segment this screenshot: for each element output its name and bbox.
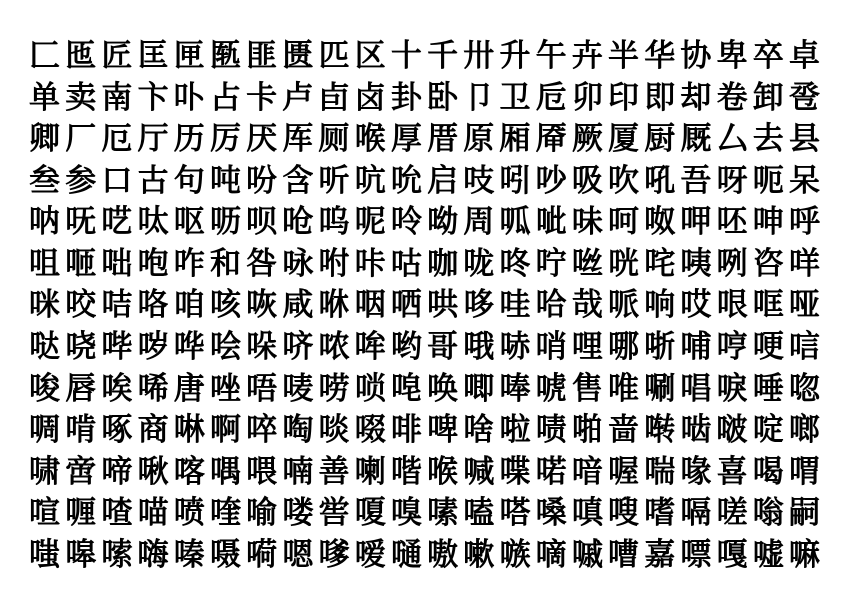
- glyph: 哏: [716, 287, 748, 323]
- glyph: 哙: [209, 329, 241, 365]
- glyph: 吱: [463, 162, 495, 198]
- glyph: 喳: [101, 495, 133, 531]
- glyph: 唤: [427, 370, 459, 406]
- glyph: 匹: [318, 38, 350, 73]
- glyph: 吮: [390, 162, 422, 198]
- glyph: 咧: [716, 245, 748, 281]
- glyph: 啁: [29, 412, 60, 448]
- glyph: 嘈: [608, 536, 639, 572]
- glyph: 嗜: [644, 495, 676, 531]
- glyph: 啊: [209, 412, 241, 448]
- glyph: 嗅: [390, 495, 422, 531]
- glyph: 嗝: [680, 495, 712, 531]
- glyph: 哇: [499, 287, 531, 323]
- glyph-row-4: [28, 162, 821, 198]
- glyph: 嗦: [101, 536, 133, 572]
- glyph: 嗥: [65, 536, 97, 572]
- glyph: 哨: [535, 329, 567, 365]
- glyph: 厶: [716, 121, 748, 157]
- glyph: 唿: [788, 370, 820, 406]
- glyph: 啧: [535, 412, 567, 448]
- glyph: 嗣: [788, 495, 820, 531]
- glyph: 喃: [282, 453, 314, 489]
- glyph: 唇: [65, 370, 97, 406]
- glyph: 嗉: [427, 495, 459, 531]
- glyph: 唳: [716, 370, 748, 406]
- glyph: 咩: [788, 245, 820, 281]
- glyph: 咦: [680, 245, 712, 281]
- glyph: 啜: [354, 412, 386, 448]
- glyph: 呗: [246, 204, 278, 240]
- glyph: 卖: [65, 79, 97, 115]
- glyph: 周: [463, 204, 495, 240]
- glyph: 协: [680, 38, 712, 73]
- glyph: 嗨: [137, 536, 169, 572]
- glyph: 哓: [65, 329, 97, 365]
- glyph: 唱: [680, 370, 712, 406]
- glyph: 嗫: [209, 536, 241, 572]
- glyph: 厚: [390, 121, 422, 157]
- glyph: 哞: [354, 329, 386, 365]
- glyph-row-12: [28, 495, 821, 531]
- glyph: 历: [173, 121, 205, 157]
- glyph: 啥: [463, 412, 495, 448]
- glyph: 嗾: [499, 536, 531, 572]
- glyph: 厦: [608, 121, 639, 157]
- glyph: 喷: [173, 495, 205, 531]
- glyph: 卸: [752, 79, 784, 115]
- glyph: 呱: [499, 204, 531, 240]
- glyph-row-11: [28, 453, 821, 489]
- glyph: 即: [644, 79, 676, 115]
- glyph: 咭: [101, 287, 133, 323]
- glyph: 喊: [463, 453, 495, 489]
- glyph: 哔: [101, 329, 133, 365]
- glyph: 卉: [571, 38, 603, 73]
- glyph: 厅: [137, 121, 169, 157]
- glyph: 哕: [137, 329, 169, 365]
- glyph: 唬: [535, 370, 567, 406]
- glyph: 啭: [644, 412, 676, 448]
- glyph: 哩: [571, 329, 603, 365]
- glyph: 啷: [788, 412, 820, 448]
- glyph: 呔: [137, 204, 169, 240]
- glyph: 卫: [499, 79, 531, 115]
- glyph: 叁: [29, 162, 60, 198]
- glyph: 啻: [65, 453, 97, 489]
- glyph: 嗬: [246, 536, 278, 572]
- glyph: 喹: [209, 495, 241, 531]
- glyph: 喉: [427, 453, 459, 489]
- glyph: 咂: [65, 245, 97, 281]
- glyph: 唾: [752, 370, 784, 406]
- glyph: 呤: [390, 204, 422, 240]
- glyph: 嗑: [463, 495, 495, 531]
- glyph: 哝: [318, 329, 350, 365]
- glyph: 嗓: [535, 495, 567, 531]
- glyph: 唯: [608, 370, 639, 406]
- glyph: 哌: [608, 287, 639, 323]
- glyph: 十: [390, 38, 422, 73]
- glyph: 咆: [137, 245, 169, 281]
- glyph: 哟: [390, 329, 422, 365]
- glyph: 啃: [65, 412, 97, 448]
- glyph: 厄: [101, 121, 133, 157]
- glyph: 句: [173, 162, 205, 198]
- glyph: 哈: [535, 287, 567, 323]
- glyph: 口: [101, 162, 133, 198]
- glyph: 厝: [427, 121, 459, 157]
- glyph: 喉: [354, 121, 386, 157]
- glyph: 哆: [463, 287, 495, 323]
- glyph: 哒: [29, 329, 60, 365]
- glyph: 卷: [716, 79, 748, 115]
- glyph: 匮: [282, 38, 314, 73]
- glyph: 吭: [354, 162, 386, 198]
- glyph: 听: [318, 162, 350, 198]
- glyph: 咻: [318, 287, 350, 323]
- glyph: 厥: [571, 121, 603, 157]
- glyph: 呖: [209, 204, 241, 240]
- glyph: 呢: [354, 204, 386, 240]
- glyph: 喻: [246, 495, 278, 531]
- glyph: 南: [101, 79, 133, 115]
- glyph: 县: [788, 121, 820, 157]
- glyph: 吹: [608, 162, 639, 198]
- glyph: 喜: [716, 453, 748, 489]
- glyph-row-10: [28, 412, 821, 448]
- glyph: 嘘: [752, 536, 784, 572]
- glyph: 匣: [173, 38, 205, 73]
- glyph: 呜: [318, 204, 350, 240]
- glyph: 哚: [246, 329, 278, 365]
- glyph: 吸: [571, 162, 603, 198]
- glyph: 咎: [246, 245, 278, 281]
- glyph: 卅: [463, 38, 495, 73]
- glyph: 呷: [680, 204, 712, 240]
- glyph-row-8: [28, 329, 821, 365]
- glyph: 啮: [680, 412, 712, 448]
- glyph: 响: [644, 287, 676, 323]
- glyph: 唑: [209, 370, 241, 406]
- glyph: 卟: [173, 79, 205, 115]
- glyph: 卧: [427, 79, 459, 115]
- glyph: 千: [427, 38, 459, 73]
- glyph: 喏: [535, 453, 567, 489]
- glyph: 哥: [427, 329, 459, 365]
- glyph: 喈: [390, 453, 422, 489]
- glyph: 啼: [101, 453, 133, 489]
- glyph: 嘉: [644, 536, 676, 572]
- glyph: 喙: [680, 453, 712, 489]
- glyph: 啬: [608, 412, 639, 448]
- glyph: 喧: [29, 495, 60, 531]
- glyph: 匚: [29, 38, 60, 73]
- glyph: 嗳: [354, 536, 386, 572]
- glyph: 啡: [390, 412, 422, 448]
- glyph: 吨: [209, 162, 241, 198]
- glyph: 呐: [29, 204, 60, 240]
- glyph: 嗵: [390, 536, 422, 572]
- glyph: 啉: [173, 412, 205, 448]
- glyph: 喋: [499, 453, 531, 489]
- glyph: 哄: [427, 287, 459, 323]
- glyph: 售: [571, 370, 603, 406]
- glyph: 哉: [571, 287, 603, 323]
- glyph: 哧: [499, 329, 531, 365]
- glyph: 启: [427, 162, 459, 198]
- glyph: 喽: [282, 495, 314, 531]
- glyph: 咕: [390, 245, 422, 281]
- glyph: 哗: [173, 329, 205, 365]
- glyph: 啕: [282, 412, 314, 448]
- glyph-row-3: [28, 121, 821, 157]
- glyph: 嘀: [535, 536, 567, 572]
- glyph-row-6: [28, 245, 821, 281]
- glyph: 卿: [29, 121, 60, 157]
- glyph: 卺: [788, 79, 820, 115]
- glyph: 啸: [29, 453, 60, 489]
- glyph: 嘁: [571, 536, 603, 572]
- glyph: 卡: [246, 79, 278, 115]
- glyph: 卤: [354, 79, 386, 115]
- glyph: 却: [680, 79, 712, 115]
- glyph: 嗲: [318, 536, 350, 572]
- glyph: 匠: [101, 38, 133, 73]
- glyph: 唉: [101, 370, 133, 406]
- glyph: 半: [608, 38, 639, 73]
- glyph: 咨: [752, 245, 784, 281]
- glyph: 匜: [65, 38, 97, 73]
- glyph: 哎: [680, 287, 712, 323]
- glyph: 嗤: [29, 536, 60, 572]
- glyph: 喟: [788, 453, 820, 489]
- glyph: 喾: [318, 495, 350, 531]
- glyph: 印: [608, 79, 639, 115]
- glyph: 厣: [535, 121, 567, 157]
- glyph: 咸: [282, 287, 314, 323]
- glyph: 吩: [246, 162, 278, 198]
- glyph: 咱: [173, 287, 205, 323]
- glyph: 嗷: [427, 536, 459, 572]
- glyph: 喂: [246, 453, 278, 489]
- glyph: 哳: [644, 329, 676, 365]
- glyph: 匡: [137, 38, 169, 73]
- glyph: 咪: [29, 287, 60, 323]
- glyph: 哂: [390, 287, 422, 323]
- glyph: 唐: [173, 370, 205, 406]
- glyph: 哺: [680, 329, 712, 365]
- glyph: 古: [137, 162, 169, 198]
- glyph: 卦: [390, 79, 422, 115]
- glyph: 咴: [246, 287, 278, 323]
- glyph: 哜: [282, 329, 314, 365]
- glyph: 啄: [101, 412, 133, 448]
- glyph: 厨: [644, 121, 676, 157]
- glyph: 嗡: [752, 495, 784, 531]
- glyph: 卩: [463, 79, 495, 115]
- glyph: 咔: [354, 245, 386, 281]
- glyph: 嗔: [571, 495, 603, 531]
- glyph: 卯: [571, 79, 603, 115]
- glyph: 咙: [463, 245, 495, 281]
- glyph: 喔: [608, 453, 639, 489]
- glyph: 唔: [246, 370, 278, 406]
- glyph: 卮: [535, 79, 567, 115]
- glyph: 卑: [716, 38, 748, 73]
- glyph: 呕: [173, 204, 205, 240]
- glyph: 区: [354, 38, 386, 73]
- glyph: 嗽: [463, 536, 495, 572]
- glyph: 唢: [354, 370, 386, 406]
- glyph: 啶: [752, 412, 784, 448]
- glyph: 嘌: [680, 536, 712, 572]
- glyph: 咚: [499, 245, 531, 281]
- glyph: 善: [318, 453, 350, 489]
- glyph: 咏: [282, 245, 314, 281]
- glyph: 咋: [173, 245, 205, 281]
- glyph-row-5: [28, 204, 821, 240]
- glyph: 占: [209, 79, 241, 115]
- glyph: 唪: [499, 370, 531, 406]
- glyph: 含: [282, 162, 314, 198]
- glyph: 匦: [209, 38, 241, 73]
- glyph: 呦: [427, 204, 459, 240]
- glyph: 喵: [137, 495, 169, 531]
- glyph: 吼: [644, 162, 676, 198]
- glyph: 嗒: [499, 495, 531, 531]
- glyph: 喑: [571, 453, 603, 489]
- glyph: 呼: [788, 204, 820, 240]
- glyph: 厂: [65, 121, 97, 157]
- glyph: 啖: [318, 412, 350, 448]
- glyph: 商: [137, 412, 169, 448]
- glyph: 喘: [644, 453, 676, 489]
- glyph: 原: [463, 121, 495, 157]
- glyph: 喀: [173, 453, 205, 489]
- glyph-row-2: [28, 79, 821, 115]
- glyph: 呵: [608, 204, 639, 240]
- glyph: 咐: [318, 245, 350, 281]
- glyph: 咣: [608, 245, 639, 281]
- glyph: 咀: [29, 245, 60, 281]
- glyph: 卢: [282, 79, 314, 115]
- glyph: 吵: [535, 162, 567, 198]
- glyph: 卞: [137, 79, 169, 115]
- glyph: 咽: [354, 287, 386, 323]
- glyph: 厢: [499, 121, 531, 157]
- glyph: 啐: [246, 412, 278, 448]
- glyph: 啵: [716, 412, 748, 448]
- glyph: 唠: [318, 370, 350, 406]
- glyph: 呀: [716, 162, 748, 198]
- glyph: 单: [29, 79, 60, 115]
- glyph: 咛: [535, 245, 567, 281]
- glyph: 嘛: [788, 536, 820, 572]
- glyph: 哪: [608, 329, 639, 365]
- glyph: 呆: [788, 162, 820, 198]
- glyph: 卓: [788, 38, 820, 73]
- glyph: 匪: [246, 38, 278, 73]
- glyph: 咯: [137, 287, 169, 323]
- glyph: 喱: [65, 495, 97, 531]
- glyph: 嗯: [282, 536, 314, 572]
- glyph: 呃: [752, 162, 784, 198]
- glyph: 厍: [282, 121, 314, 157]
- glyph: 喝: [752, 453, 784, 489]
- glyph: 咬: [65, 287, 97, 323]
- glyph: 厉: [209, 121, 241, 157]
- glyph: 参: [65, 162, 97, 198]
- glyph: 喇: [354, 453, 386, 489]
- glyph-row-9: [28, 370, 821, 406]
- glyph: 吾: [680, 162, 712, 198]
- glyph: 味: [571, 204, 603, 240]
- glyph: 唰: [644, 370, 676, 406]
- glyph: 哼: [716, 329, 748, 365]
- glyph: 厕: [318, 121, 350, 157]
- glyph: 呸: [716, 204, 748, 240]
- glyph: 哑: [788, 287, 820, 323]
- glyph: 咳: [209, 287, 241, 323]
- glyph: 呒: [65, 204, 97, 240]
- glyph: 啦: [499, 412, 531, 448]
- glyph: 咄: [101, 245, 133, 281]
- glyph: 唆: [29, 370, 60, 406]
- glyph: 咝: [571, 245, 603, 281]
- glyph: 呻: [752, 204, 784, 240]
- glyph: 厩: [680, 121, 712, 157]
- glyph: 喁: [209, 453, 241, 489]
- glyph: 午: [535, 38, 567, 73]
- glyph: 唏: [137, 370, 169, 406]
- glyph: 咤: [644, 245, 676, 281]
- glyph: 啪: [571, 412, 603, 448]
- glyph: 去: [752, 121, 784, 157]
- glyph: 哽: [752, 329, 784, 365]
- glyph: 呓: [101, 204, 133, 240]
- glyph: 呶: [644, 204, 676, 240]
- glyph-row-1: [28, 40, 821, 71]
- glyph: 唣: [390, 370, 422, 406]
- glyph: 嘎: [716, 536, 748, 572]
- glyph: 华: [644, 38, 676, 73]
- glyph: 厌: [246, 121, 278, 157]
- glyph: 和: [209, 245, 241, 281]
- glyph: 嗄: [354, 495, 386, 531]
- glyph: 唧: [463, 370, 495, 406]
- glyph: 唁: [788, 329, 820, 365]
- glyph: 哦: [463, 329, 495, 365]
- glyph: 嗪: [173, 536, 205, 572]
- glyph: 卣: [318, 79, 350, 115]
- glyph-row-7: [28, 287, 821, 323]
- glyph: 呛: [282, 204, 314, 240]
- glyph: 唛: [282, 370, 314, 406]
- glyph: 呲: [535, 204, 567, 240]
- glyph: 嗟: [716, 495, 748, 531]
- glyph: 啾: [137, 453, 169, 489]
- glyph: 嗖: [608, 495, 639, 531]
- glyph: 哐: [752, 287, 784, 323]
- glyph: 升: [499, 38, 531, 73]
- glyph: 咖: [427, 245, 459, 281]
- glyph: 卒: [752, 38, 784, 73]
- glyph-row-13: [28, 536, 821, 572]
- glyph: 吲: [499, 162, 531, 198]
- glyph: 啤: [427, 412, 459, 448]
